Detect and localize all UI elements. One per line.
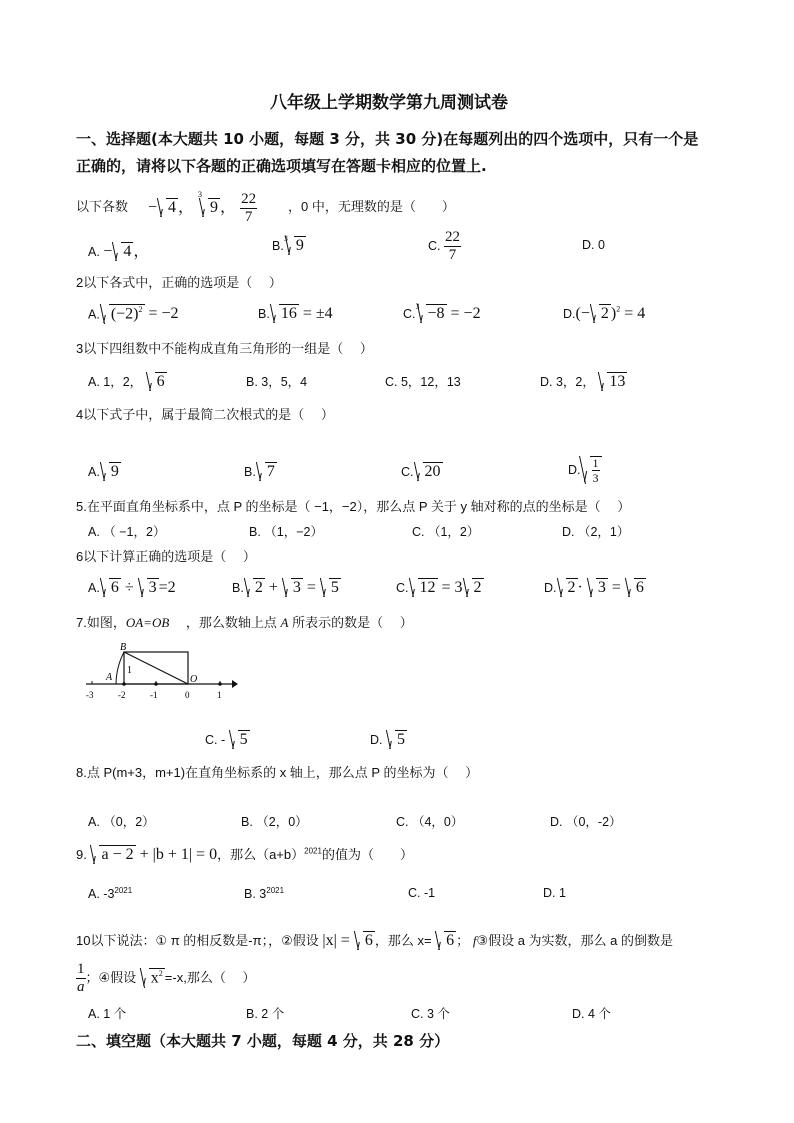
tick-label: 0 [185, 690, 190, 700]
q2-option-c[interactable]: C.$^3$ −8 = −2 [403, 302, 481, 322]
q4-option-c[interactable]: C. 20 [401, 463, 441, 480]
q2-option-b[interactable]: B. 16 = ±4 [258, 305, 333, 322]
q9-option-a[interactable]: A. $-3^{2021}$ [88, 886, 133, 902]
q9-option-b[interactable]: B. $3^{2021}$ [244, 886, 285, 902]
q10-option-d[interactable]: D. 4 个 [572, 1007, 611, 1021]
label-a: A [106, 672, 113, 683]
q1-math-list: − 4 ， $^3$ 9 ， $\frac{22}{7}$ [148, 190, 257, 225]
arc [116, 652, 124, 684]
q3-option-d[interactable]: D. 3，2， 13 [540, 373, 626, 390]
q1-option-c[interactable]: C. $\frac{22}{7}$ [428, 229, 460, 263]
q8-option-d[interactable]: D. （0，-2） [550, 815, 622, 829]
q10-option-a[interactable]: A. 1 个 [88, 1007, 127, 1021]
q2-option-d[interactable]: D.(− 2 )$^2$ = 4 [563, 304, 646, 322]
number-line-figure [80, 640, 240, 704]
page-title: 八年级上学期数学第九周测试卷 [270, 93, 508, 113]
q10-line1: 10以下说法：① π 的相反数是-π；，②假设 |x| = 6 ，那么 x= 6 ； f③假设 a 为实数，那么 a 的倒数是 [76, 932, 673, 949]
q7-option-c[interactable]: C. - 5 [205, 731, 248, 748]
q4-option-a[interactable]: A. 9 [88, 463, 119, 480]
q10-line2: $\frac{1}{a}$ ；④假设 $x^2 =-x$,那么（ ） [77, 961, 256, 995]
q3-stem: 3以下四组数中不能构成直角三角形的一组是（ ） [76, 341, 373, 356]
q3-option-b[interactable]: B. 3，5，4 [246, 375, 308, 389]
q5-option-c[interactable]: C. （1，2） [412, 525, 480, 539]
q5-option-b[interactable]: B. （1，−2） [249, 525, 323, 539]
q6-option-c[interactable]: C. 12 = 3 2 [396, 579, 482, 596]
section1-heading-line1: 一、选择题(本大题共 10 小题，每题 3 分，共 30 分)在每题列出的四个选项中，只有一个是 [76, 130, 699, 148]
q8-option-c[interactable]: C. （4，0） [396, 815, 464, 829]
q9-option-c[interactable]: C. -1 [408, 886, 436, 900]
q9-stem: 9. a − 2 + |b + 1| = 0，那么$(a+b)^{2021}$的值为（ ） [76, 846, 413, 863]
q1-stem-b: ，0 中，无理数的是（ ） [288, 199, 455, 214]
q1-stem-a: 以下各数 [76, 199, 129, 214]
q4-option-d[interactable]: D. $\frac{1}{3}$ [568, 456, 602, 484]
q4-stem: 4以下式子中，属于最简二次根式的是（ ） [76, 407, 334, 422]
q8-option-b[interactable]: B. （2，0） [241, 815, 308, 829]
q6-option-b[interactable]: B. 2 + 3 = 5 [232, 579, 339, 596]
tick-label: -3 [86, 690, 94, 700]
q10-option-c[interactable]: C. 3 个 [411, 1007, 450, 1021]
q8-stem: 8.点 P(m+3，m+1)在直角坐标系的 x 轴上，那么点 P 的坐标为（ ） [76, 765, 479, 780]
q1-option-a[interactable]: A. − 4 ， [88, 243, 150, 260]
label-b: B [120, 642, 127, 653]
point-marker [218, 682, 222, 686]
label-o: O [190, 674, 198, 685]
q3-option-c[interactable]: C. 5，12，13 [385, 375, 461, 389]
q5-option-d[interactable]: D. （2，1） [562, 525, 630, 539]
q5-stem: 5.在平面直角坐标系中，点 P 的坐标是（ −1，−2），那么点 P 关于 y 轴对称的点的坐标是（ ） [76, 499, 631, 514]
q4-option-b[interactable]: B. 7 [244, 463, 275, 480]
q3-option-a[interactable]: A. 1，2， 6 [88, 373, 165, 390]
axis-arrow-icon [232, 680, 238, 688]
diagonal-ob [124, 652, 188, 684]
q1-option-d[interactable]: D. 0 [582, 238, 605, 252]
q5-option-a[interactable]: A. （ −1，2） [88, 525, 166, 539]
label-1: 1 [127, 665, 132, 676]
section1-heading-line2: 正确的，请将以下各题的正确选项填写在答题卡相应的位置上. [76, 157, 487, 175]
q10-option-b[interactable]: B. 2 个 [246, 1007, 285, 1021]
q6-stem: 6以下计算正确的选项是（ ） [76, 549, 256, 564]
section2-heading: 二、填空题（本大题共 7 小题，每题 4 分，共 28 分） [76, 1032, 450, 1050]
q8-option-a[interactable]: A. （0，2） [88, 815, 155, 829]
q2-option-a[interactable]: A. $(-2)^2 = -2$ [88, 305, 179, 323]
q9-option-d[interactable]: D. 1 [543, 886, 566, 900]
q1-option-b[interactable]: B.$^3$ 9 [272, 234, 304, 254]
tick-label: 1 [217, 690, 222, 700]
q2-stem: 2以下各式中，正确的选项是（ ） [76, 275, 282, 290]
q7-option-d[interactable]: D. 5 [370, 731, 405, 748]
q6-option-d[interactable]: D. 2 · 3 = 6 [544, 579, 644, 596]
tick-label: -2 [118, 690, 126, 700]
tick-label: -1 [150, 690, 158, 700]
q7-stem: 7.如图，OA=OB ，那么数轴上点 A 所表示的数是（ ） [76, 615, 413, 630]
q6-option-a[interactable]: A. 6 ÷ 3 =2 [88, 579, 176, 596]
